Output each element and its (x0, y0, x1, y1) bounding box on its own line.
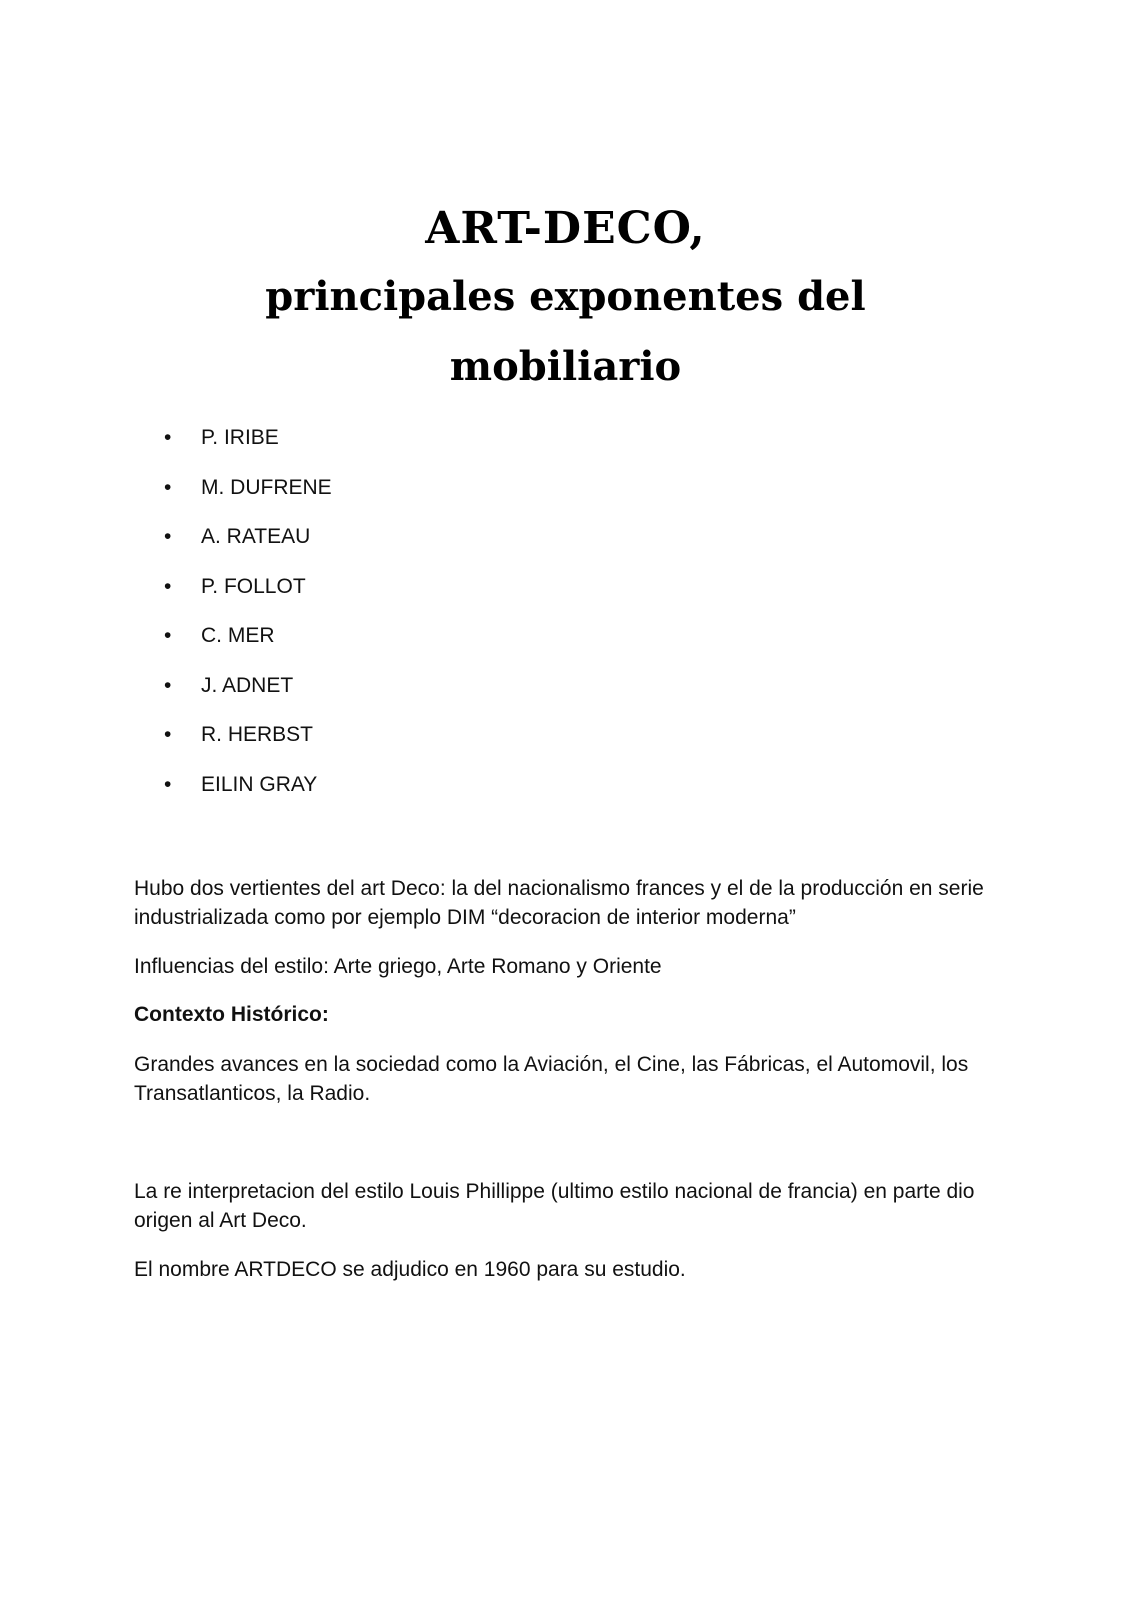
list-item-label: EILIN GRAY (201, 772, 318, 796)
bullet-icon: • (164, 426, 172, 449)
paragraph-influencias: Influencias del estilo: Arte griego, Arte Romano y Oriente (134, 955, 662, 978)
list-item-label: J. ADNET (201, 673, 294, 697)
list-item-label: A. RATEAU (201, 525, 311, 548)
paragraph-nombre: El nombre ARTDECO se adjudico en 1960 para su estudio. (134, 1258, 686, 1281)
title-line-3: mobiliario (449, 343, 682, 390)
paragraph-vertientes: Hubo dos vertientes del art Deco: la del nacionalismo frances y el de la producción en serie industrializada como por ejemplo DIM “decoracion de interior moderna” (134, 877, 984, 929)
list-item (164, 424, 332, 474)
list-item-label: M. DUFRENE (201, 475, 332, 499)
list-item-label: P. FOLLOT (201, 574, 306, 598)
list-item (164, 721, 332, 771)
bullet-icon: • (164, 624, 172, 647)
bullet-icon: • (164, 475, 172, 499)
list-item (164, 771, 332, 821)
bullet-icon: • (164, 673, 172, 697)
list-item (164, 523, 332, 573)
paragraph-reinterpretacion: La re interpretacion del estilo Louis Phillippe (ultimo estilo nacional de francia) en parte dio origen al Art Deco. (134, 1180, 975, 1232)
title-line-2: principales exponentes del (265, 273, 866, 320)
list-item (164, 672, 332, 722)
title-line-1: ART-DECO, (425, 203, 706, 254)
list-item (164, 622, 332, 672)
bullet-icon: • (164, 574, 172, 598)
bullet-icon: • (164, 723, 172, 746)
bullet-icon: • (164, 525, 172, 548)
list-item-label: R. HERBST (201, 723, 314, 746)
heading-contexto-historico: Contexto Histórico: (134, 1003, 329, 1026)
paragraph-contexto: Grandes avances en la sociedad como la Aviación, el Cine, las Fábricas, el Automovil, los Transatlanticos, la Radio. (134, 1053, 969, 1105)
list-item (164, 573, 332, 623)
list-item (164, 474, 332, 524)
list-item-label: C. MER (201, 624, 275, 647)
document-title (0, 196, 1131, 402)
exponents-list (164, 424, 332, 820)
bullet-icon: • (164, 772, 172, 796)
list-item-label: P. IRIBE (201, 426, 279, 449)
